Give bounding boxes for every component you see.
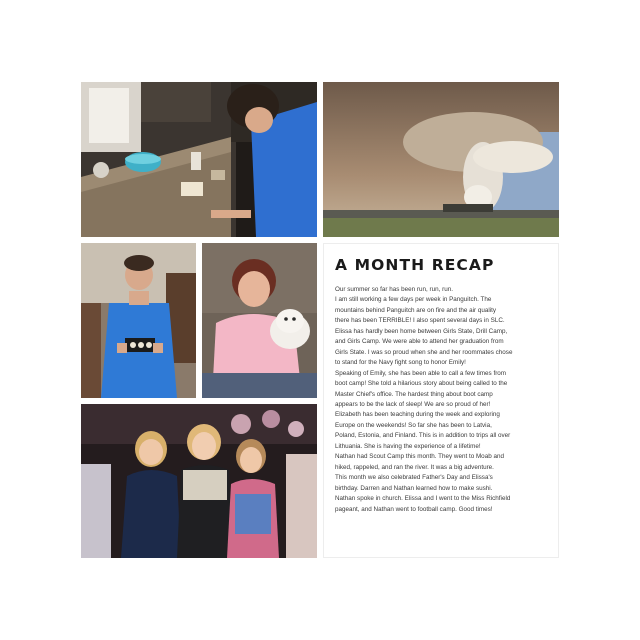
kitchen-cooking-photo [81, 82, 317, 237]
journal-line: Elissa has hardly been home between Girls State, Drill Camp, [335, 327, 508, 335]
journal-line: mountains behind Panguitch are on fire and the air quality [335, 306, 497, 314]
journal-card [323, 243, 559, 558]
journal-body [335, 285, 548, 515]
journal-line: This month we also celebrated Father's Day and Elissa's [335, 474, 493, 482]
journal-line: Lithuania. She is having the experience of a lifetime! [335, 442, 481, 450]
journal-line: pageant, and Nathan went to football camp. Good times! [335, 505, 493, 513]
wildfire-smoke-photo [323, 82, 559, 237]
journal-line: hiked, rappeled, and ran the river. It was a big adventure. [335, 463, 494, 471]
journal-line: Girls State. I was so proud when she and her roommates chose [335, 348, 513, 356]
journal-line: I am still working a few days per week in Panguitch. The [335, 296, 492, 304]
journal-line: boot camp! She told a hilarious story about being called to the [335, 380, 508, 388]
journal-line: Poland, Estonia, and Finland. This is in addition to trips all over [335, 432, 511, 440]
three-girls-pageant-photo [81, 404, 317, 558]
journal-line: Elizabeth has been teaching during the week and exploring [335, 411, 500, 419]
journal-line: appears to be the lack of sleep! We are so proud of her! [335, 400, 491, 408]
journal-line: Europe on the weekends! So far she has been to Latvia, [335, 421, 492, 429]
journal-line: Nathan had Scout Camp this month. They went to Moab and [335, 453, 504, 461]
journal-line: to stand for the Navy fight song to honor Emily! [335, 359, 466, 367]
journal-line: Master Chief's office. The hardest thing about boot camp [335, 390, 493, 398]
woman-with-cat-photo [202, 243, 317, 398]
journal-line: Nathan spoke in church. Elissa and I went to the Miss Richfield [335, 495, 511, 503]
journal-title: A MONTH RECAP [335, 256, 495, 274]
boy-holding-sushi-photo [81, 243, 196, 398]
journal-line: Our summer so far has been run, run, run. [335, 286, 453, 293]
journal-line: and Girls Camp. We were able to attend her graduation from [335, 338, 504, 346]
journal-line: there has been TERRIBLE! I also spent several days in SLC. [335, 317, 505, 325]
journal-line: birthday. Darren and Nathan learned how to make sushi. [335, 484, 493, 492]
journal-line: Speaking of Emily, she has been able to call a few times from [335, 369, 507, 377]
